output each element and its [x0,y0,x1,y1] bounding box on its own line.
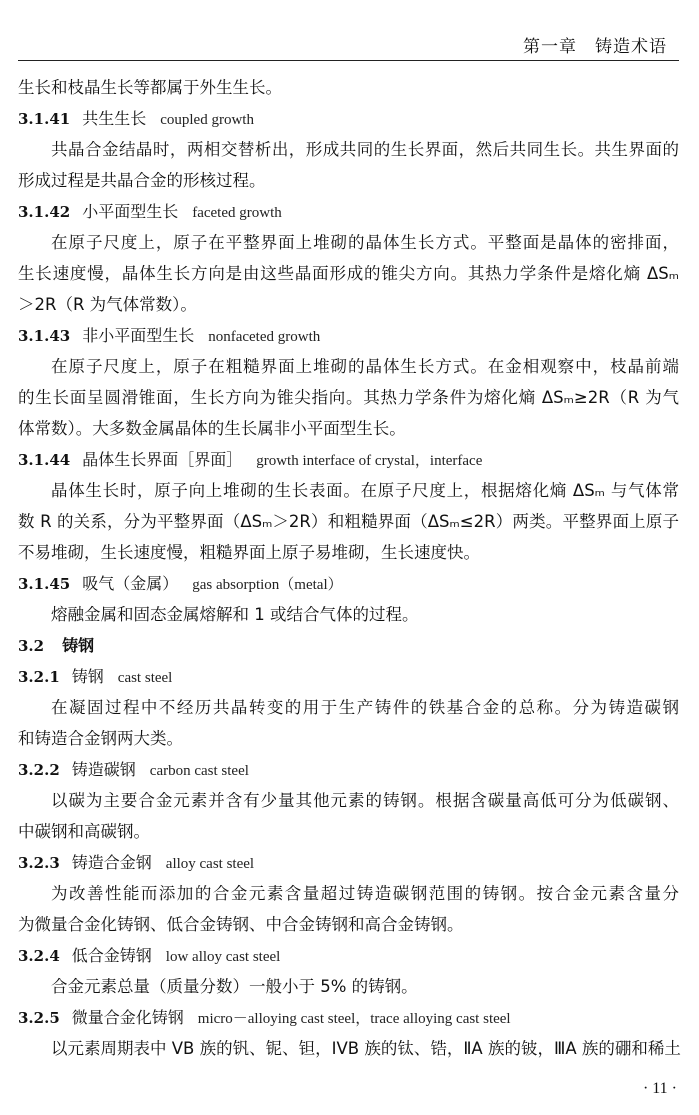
term-number: 3.2.3 [18,854,60,872]
term-number: 3.1.44 [18,451,71,469]
term-english: faceted growth [192,205,282,221]
body-line: 以碳为主要合金元素并含有少量其他元素的铸钢。根据含碳量高低可分为低碳钢、 [51,791,679,810]
page-content [18,72,679,1064]
body-line: 晶体生长时，原子向上堆砌的生长表面。在原子尺度上，根据熔化熵 ΔSₘ 与气体常 [51,481,679,500]
term-name: 铸钢 [71,667,104,686]
body-line: 合金元素总量（质量分数）一般小于 5% 的铸钢。 [51,977,418,996]
section-number: 3.2 [18,637,45,655]
body-line: ＞2R（R 为气体常数）。 [18,295,197,314]
term-number: 3.2.5 [18,1009,60,1027]
term-entry [18,661,679,692]
term-number: 3.1.45 [18,575,71,593]
page-number: · 11 · [642,1080,677,1097]
section-heading [18,630,679,661]
body-line: 和铸造合金钢两大类。 [18,729,183,748]
term-number: 3.2.1 [18,668,60,686]
running-header [18,26,679,61]
body-line: 以元素周期表中 VB 族的钒、铌、钽，IVB 族的钛、锆，ⅡA 族的铍，ⅢA 族的硼和稀土 [51,1039,681,1058]
term-number: 3.1.41 [18,110,71,128]
body-line: 不易堆砌，生长速度慢，粗糙界面上原子易堆砌，生长速度快。 [18,543,480,562]
term-english: growth interface of crystal，interface [256,453,483,469]
term-number: 3.2.4 [18,947,60,965]
section-title: 铸钢 [62,636,95,655]
term-number: 3.1.42 [18,203,71,221]
term-english: low alloy cast steel [165,949,281,965]
body-line: 在原子尺度上，原子在粗糙界面上堆砌的晶体生长方式。在金相观察中，枝晶前端 [51,357,679,376]
body-line: 在凝固过程中不经历共晶转变的用于生产铸件的铁基合金的总称。分为铸造碳钢 [51,698,679,717]
term-number: 3.2.2 [18,761,60,779]
body-line: 为微量合金化铸钢、低合金铸钢、中合金铸钢和高合金铸钢。 [18,915,464,934]
term-number: 3.1.43 [18,327,71,345]
term-name: 低合金铸钢 [71,946,152,965]
term-entry [18,847,679,878]
term-name: 铸造碳钢 [71,760,136,779]
term-entry [18,568,679,599]
term-entry [18,196,679,227]
term-entry [18,444,679,475]
term-english: cast steel [117,670,173,686]
body-line: 熔融金属和固态金属熔解和 1 或结合气体的过程。 [51,605,419,624]
term-entry [18,103,679,134]
body-line: 数 R 的关系，分为平整界面（ΔSₘ＞2R）和粗糙界面（ΔSₘ≤2R）两类。平整界面上原子 [18,512,679,531]
term-english: gas absorption（metal） [192,577,343,593]
body-line: 生长速度慢，晶体生长方向是由这些晶面形成的锥尖方向。其热力学条件是熔化熵 ΔSₘ [18,264,679,283]
term-english: carbon cast steel [149,763,249,779]
term-name: 共生生长 [82,109,147,128]
body-line: 体常数）。大多数金属晶体的生长属非小平面型生长。 [18,419,406,438]
chapter-title: 第一章 铸造术语 [523,37,667,57]
body-line: 中碳钢和高碳钢。 [18,822,150,841]
term-name: 小平面型生长 [82,202,179,221]
term-entry [18,940,679,971]
term-name: 铸造合金钢 [71,853,152,872]
term-english: micro－alloying cast steel，trace alloying cast steel [197,1011,511,1027]
body-line: 为改善性能而添加的合金元素含量超过铸造碳钢范围的铸钢。按合金元素含量分 [51,884,679,903]
term-name: 非小平面型生长 [82,326,195,345]
body-line: 的生长面呈圆滑锥面，生长方向为锥尖指向。其热力学条件为熔化熵 ΔSₘ≥2R（R 为气 [18,388,679,407]
term-english: nonfaceted growth [208,329,321,345]
body-line: 形成过程是共晶合金的形核过程。 [18,171,266,190]
body-line: 生长和枝晶生长等都属于外生生长。 [18,78,282,97]
term-entry [18,754,679,785]
term-name: 微量合金化铸钢 [71,1008,184,1027]
term-name: 晶体生长界面［界面］ [82,450,243,469]
body-line: 共晶合金结晶时，两相交替析出，形成共同的生长界面，然后共同生长。共生界面的 [51,140,679,159]
body-line: 在原子尺度上，原子在平整界面上堆砌的晶体生长方式。平整面是晶体的密排面， [51,233,679,252]
term-entry [18,320,679,351]
term-english: alloy cast steel [165,856,255,872]
term-name: 吸气（金属） [82,574,179,593]
term-entry [18,1002,679,1033]
term-english: coupled growth [160,112,254,128]
